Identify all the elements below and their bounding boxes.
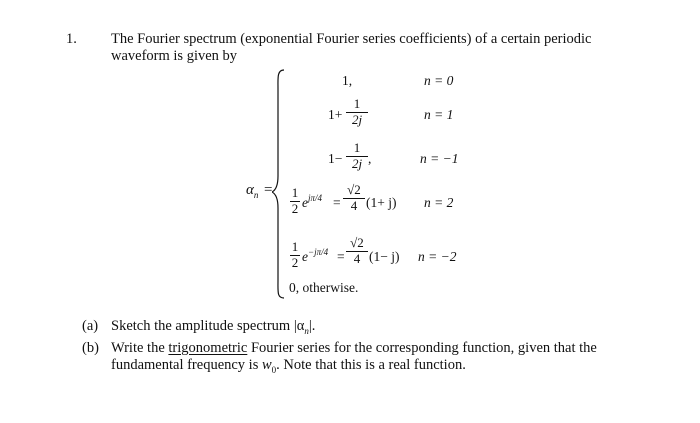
problem-intro-line1: The Fourier spectrum (exponential Fourier series coefficients) of a certain periodic <box>111 31 592 47</box>
part-a-label: (a) <box>82 318 99 334</box>
part-b-line2: fundamental frequency is $w_0$. Note that this is a real function. <box>111 357 466 375</box>
problem-number: 1. <box>66 31 77 47</box>
case-n1-cond: n = 1 <box>424 107 454 122</box>
case-n0-expr: 1, <box>342 73 353 88</box>
case-nm2-tail: (1− j) <box>369 249 400 264</box>
case-n0-cond: n = 0 <box>424 73 454 88</box>
part-a-text: Sketch the amplitude spectrum $|\alpha_n|$. <box>111 318 316 336</box>
case-n2-eq: = <box>333 195 341 210</box>
trigonometric-underlined: trigonometric <box>168 340 248 356</box>
case-nm1-suffix: , <box>368 151 372 166</box>
case-nm2-exp: $e^{-j\pi/4}$ <box>302 247 329 264</box>
case-nm2-eq: = <box>337 249 345 264</box>
left-brace <box>272 68 286 300</box>
case-nm1-prefix: 1− <box>328 151 343 166</box>
problem-intro-line2: waveform is given by <box>111 48 238 64</box>
equals-sign: = <box>264 182 273 198</box>
case-nm2-cond: n = −2 <box>418 249 457 264</box>
case-n2-tail: (1+ j) <box>366 195 397 210</box>
case-n2-root-fraction: √2 4 <box>343 183 365 213</box>
case-nm1-cond: n = −1 <box>420 151 459 166</box>
alpha-symbol: $\alpha_n$ <box>246 182 259 200</box>
case-n2-exp: $e^{j\pi/4}$ <box>302 193 323 210</box>
part-b-line1: Write the trigonometric Fourier series for the corresponding function, given that the <box>111 340 597 356</box>
case-n2-half: 1 2 <box>291 185 299 216</box>
case-n1-fraction: 1 2j <box>346 97 368 127</box>
case-nm1-fraction: 1 2j <box>346 141 368 171</box>
case-nm2-half: 1 2 <box>291 239 299 270</box>
case-n2-cond: n = 2 <box>424 195 454 210</box>
part-b-label: (b) <box>82 340 99 356</box>
case-nm2-root-fraction: √2 4 <box>346 236 368 266</box>
case-n1-prefix: 1+ <box>328 107 343 122</box>
case-otherwise: 0, otherwise. <box>289 280 359 295</box>
